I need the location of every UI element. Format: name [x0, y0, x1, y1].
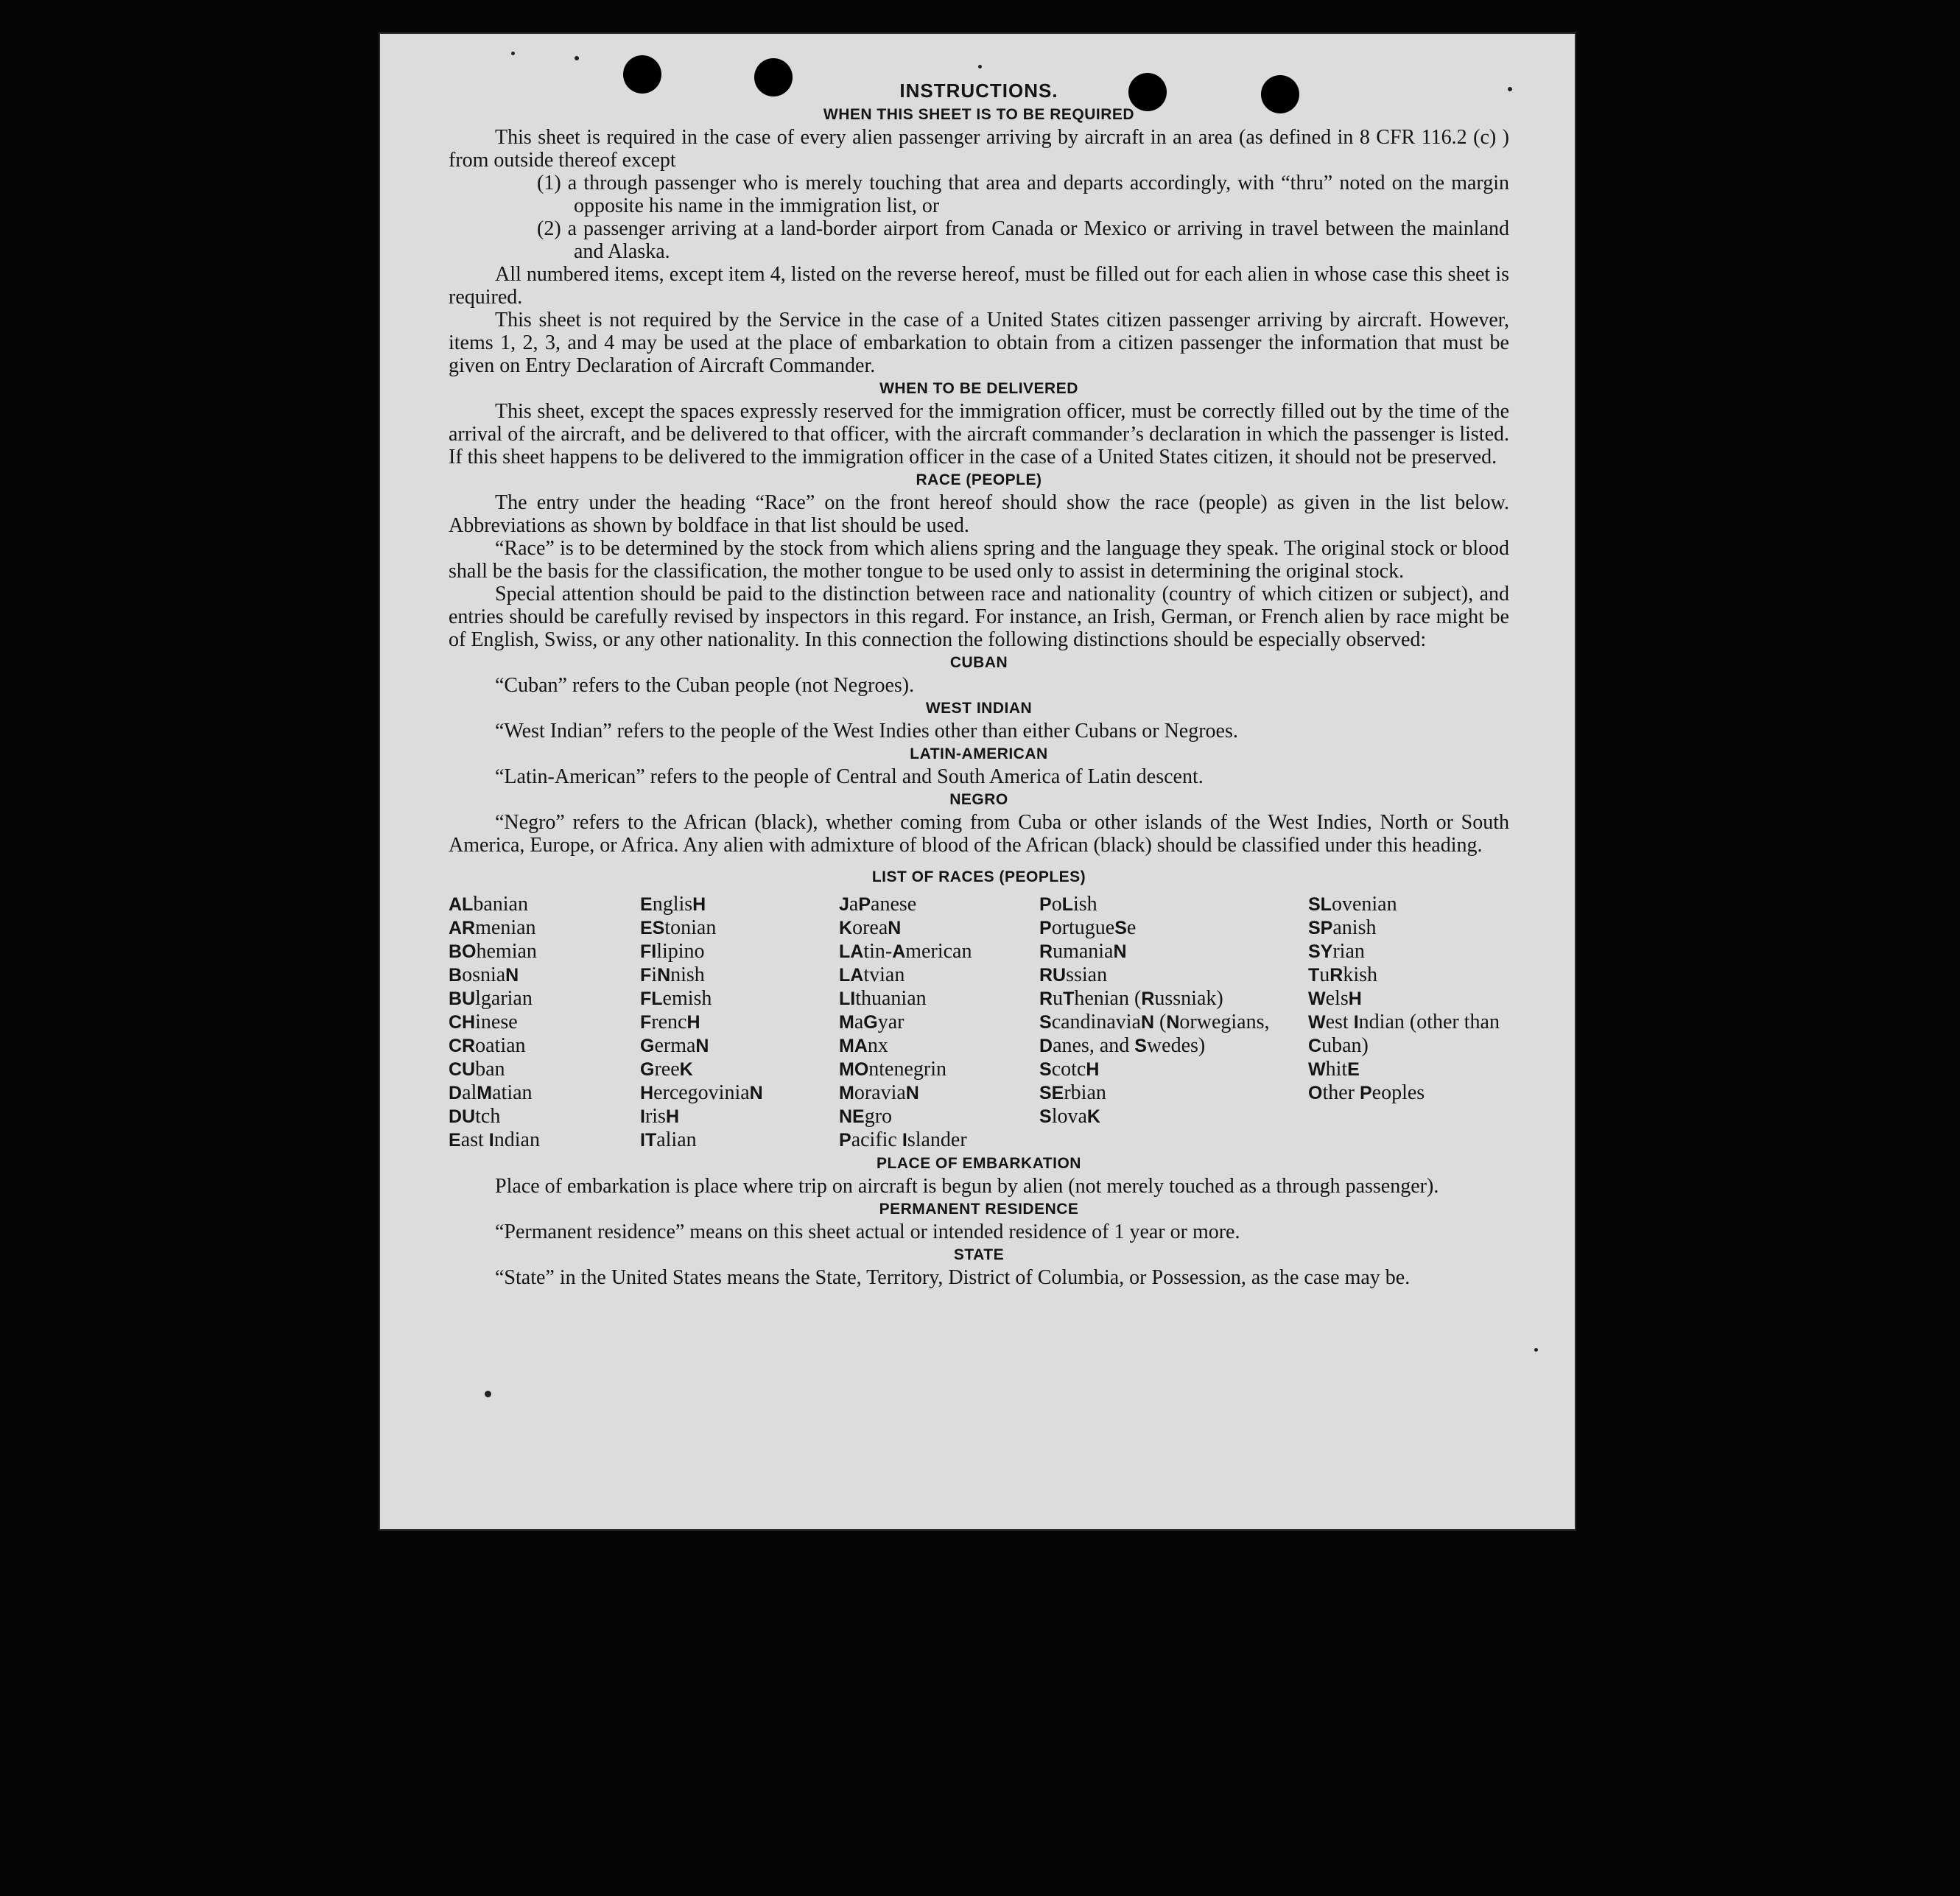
paragraph: All numbered items, except item 4, listed on the reverse hereof, must be filled out for each alien in whose case this sheet is required. [449, 263, 1509, 309]
race-entry: FIlipino [640, 940, 705, 963]
section-heading: LIST OF RACES (PEOPLES) [871, 868, 1086, 885]
race-entry: GermaN [640, 1034, 709, 1057]
dust-speck [485, 1391, 491, 1397]
race-entry: NEgro [839, 1105, 893, 1128]
exception-item: (1) a through passenger who is merely touching that area and departs accordingly, with “thru” noted on the margin opposite his name in the immigration list, or [537, 172, 1509, 217]
paragraph: “Race” is to be determined by the stock from which aliens spring and the language they speak. The original stock or blood shall be the basis for the classification, the mother tongue to be used only to assist in determining the original stock. [449, 537, 1509, 583]
race-entry: RumaniaN [1039, 940, 1127, 963]
paragraph: “Latin-American” refers to the people of Central and South America of Latin descent. [495, 765, 1204, 788]
paragraph: “Permanent residence” means on this sheet actual or intended residence of 1 year or more. [495, 1221, 1240, 1243]
race-entry: BUlgarian [449, 987, 533, 1010]
race-entry: BOhemian [449, 940, 537, 963]
race-entry: SErbian [1039, 1081, 1106, 1104]
race-entry: Other Peoples [1308, 1081, 1425, 1104]
race-entry: MOntenegrin [839, 1058, 947, 1081]
race-entry: East Indian [449, 1128, 540, 1151]
race-entry: CRoatian [449, 1034, 526, 1057]
paragraph: Special attention should be paid to the distinction between race and nationality (country of which citizen or subject), and entries should be carefully revised by inspectors in this regard. For instance, an Irish, German, or French alien by race might be of English, Swiss, or any other nationality. In this connection the following distinctions should be especially observed: [449, 583, 1509, 651]
dust-speck [511, 52, 515, 55]
instructions-body [449, 78, 1509, 1289]
race-entry: ALbanian [449, 893, 528, 916]
race-entry: TuRkish [1308, 963, 1378, 986]
race-list [449, 893, 1509, 1152]
dust-speck [575, 56, 579, 60]
race-entry: JaPanese [839, 893, 917, 916]
paragraph: “State” in the United States means the State, Territory, District of Columbia, or Possession, as the case may be. [495, 1266, 1411, 1289]
section-heading: PERMANENT RESIDENCE [879, 1201, 1079, 1218]
race-entry: KoreaN [839, 916, 902, 939]
race-entry: ScotcH [1039, 1058, 1100, 1081]
section-heading: RACE (PEOPLE) [916, 471, 1042, 488]
race-column [839, 893, 1039, 1152]
paragraph: This sheet, except the spaces expressly reserved for the immigration officer, must be correctly filled out by the time of the arrival of the aircraft, and be delivered to that officer, with the aircraft commander’s declaration in which the passenger is listed. If this sheet happens to be delivered to the immigration officer in the case of a United States citizen, it should not be preserved. [449, 400, 1509, 468]
race-entry: ARmenian [449, 916, 536, 939]
page-title: INSTRUCTIONS. [899, 80, 1058, 102]
race-entry: CHinese [449, 1011, 518, 1033]
race-entry: GreeK [640, 1058, 693, 1081]
race-entry: WelsH [1308, 987, 1362, 1010]
race-entry: RUssian [1039, 963, 1108, 986]
paragraph: Place of embarkation is place where trip on aircraft is begun by alien (not merely touched as a through passenger). [495, 1175, 1439, 1198]
race-entry: SYrian [1308, 940, 1365, 963]
instruction-sheet [380, 34, 1575, 1529]
race-entry: MAnx [839, 1034, 888, 1057]
race-entry: EStonian [640, 916, 717, 939]
dust-speck [978, 65, 982, 69]
section-heading: WHEN TO BE DELIVERED [879, 380, 1078, 397]
race-entry: LAtvian [839, 963, 905, 986]
race-entry: FLemish [640, 987, 712, 1010]
race-entry: MoraviaN [839, 1081, 919, 1104]
section-heading: WHEN THIS SHEET IS TO BE REQUIRED [823, 106, 1135, 123]
race-entry: BosniaN [449, 963, 519, 986]
race-entry: DalMatian [449, 1081, 533, 1104]
race-entry: MaGyar [839, 1011, 905, 1033]
race-entry: ScandinaviaN (Norwegians, Danes, and Swedes) [1039, 1011, 1270, 1057]
race-entry: FiNnish [640, 963, 705, 986]
section-heading: NEGRO [949, 791, 1008, 808]
paragraph: This sheet is required in the case of every alien passenger arriving by aircraft in an area (as defined in 8 CFR 116.2 (c) ) from outside thereof except [449, 126, 1509, 172]
race-entry: ITalian [640, 1128, 697, 1151]
dust-speck [1534, 1348, 1538, 1352]
section-heading: WEST INDIAN [925, 700, 1033, 717]
race-entry: RuThenian (Russniak) [1039, 987, 1223, 1010]
race-entry: West Indian (other than Cuban) [1308, 1011, 1500, 1057]
race-entry: LIthuanian [839, 987, 927, 1010]
paragraph: This sheet is not required by the Service in the case of a United States citizen passenger arriving by aircraft. However, items 1, 2, 3, and 4 may be used at the place of embarkation to obtain from a citizen passenger the information that must be given on Entry Declaration of Aircraft Commander. [449, 309, 1509, 377]
race-column [640, 893, 839, 1152]
race-entry: HercegoviniaN [640, 1081, 763, 1104]
race-entry: Pacific Islander [839, 1128, 967, 1151]
race-entry: SlovaK [1039, 1105, 1100, 1128]
race-entry: DUtch [449, 1105, 501, 1128]
race-entry: EnglisH [640, 893, 706, 916]
race-entry: LAtin-American [839, 940, 972, 963]
race-entry: IrisH [640, 1105, 680, 1128]
section-heading: CUBAN [949, 654, 1008, 671]
paragraph: “Cuban” refers to the Cuban people (not Negroes). [495, 674, 915, 697]
race-entry: CUban [449, 1058, 505, 1081]
race-entry: PoLish [1039, 893, 1097, 916]
race-entry: WhitE [1308, 1058, 1360, 1081]
race-entry: FrencH [640, 1011, 700, 1033]
section-heading: PLACE OF EMBARKATION [877, 1155, 1081, 1172]
race-entry: SLovenian [1308, 893, 1397, 916]
section-heading: LATIN-AMERICAN [910, 745, 1048, 762]
race-column [1308, 893, 1509, 1152]
paragraph: “Negro” refers to the African (black), whether coming from Cuba or other islands of the West Indies, North or South America, Europe, or Africa. Any alien with admixture of blood of the African (black) should be classified under this heading. [449, 811, 1509, 857]
race-entry: PortugueSe [1039, 916, 1137, 939]
spacer [449, 857, 1509, 866]
race-entry: SPanish [1308, 916, 1377, 939]
paragraph: “West Indian” refers to the people of the West Indies other than either Cubans or Negroes. [495, 720, 1238, 742]
race-column [449, 893, 640, 1152]
race-column [1039, 893, 1308, 1152]
section-heading: STATE [953, 1246, 1005, 1263]
exception-item: (2) a passenger arriving at a land-border airport from Canada or Mexico or arriving in travel between the mainland and Alaska. [537, 217, 1509, 263]
paragraph: The entry under the heading “Race” on the front hereof should show the race (people) as given in the list below. Abbreviations as shown by boldface in that list should be used. [449, 491, 1509, 537]
